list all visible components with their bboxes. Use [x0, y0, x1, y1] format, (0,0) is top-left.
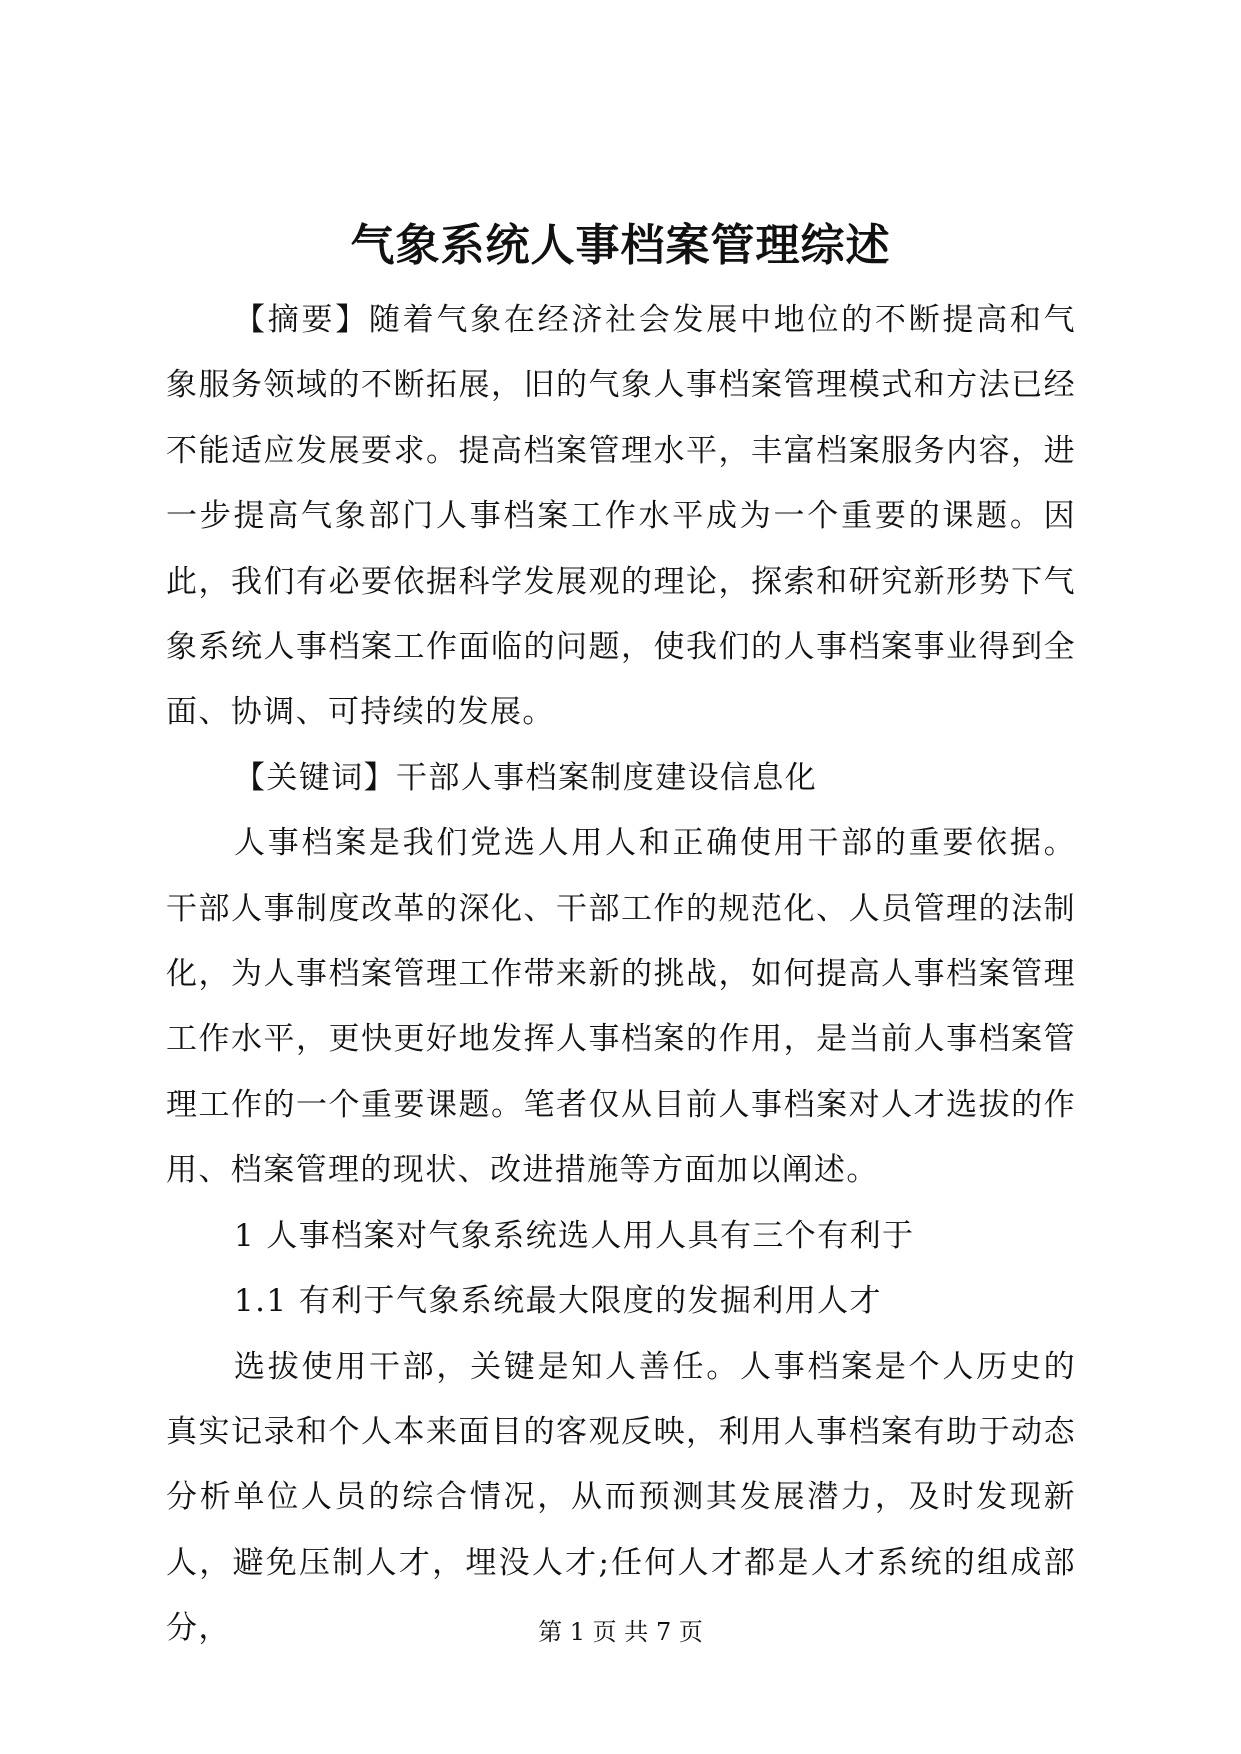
- keywords-paragraph: 【关键词】干部人事档案制度建设信息化: [234, 759, 818, 796]
- section-heading-1-1: 1.1 有利于气象系统最大限度的发掘利用人才: [234, 1283, 882, 1320]
- document-title: 气象系统人事档案管理综述: [350, 220, 891, 271]
- document-body: [166, 288, 1076, 1662]
- section-heading-1: 1 人事档案对气象系统选人用人具有三个有利于: [234, 1217, 915, 1254]
- abstract-paragraph: 【摘要】随着气象在经济社会发展中地位的不断提高和气象服务领域的不断拓展，旧的气象人事档案管理模式和方法已经不能适应发展要求。提高档案管理水平，丰富档案服务内容，进一步提高气象部门人事档案工作水平成为一个重要的课题。因此，我们有必要依据科学发展观的理论，探索和研究新形势下气象系统人事档案工作面临的问题，使我们的人事档案事业得到全面、协调、可持续的发展。: [166, 302, 1076, 731]
- intro-paragraph: 人事档案是我们党选人用人和正确使用干部的重要依据。干部人事制度改革的深化、干部工作的规范化、人员管理的法制化，为人事档案管理工作带来新的挑战，如何提高人事档案管理工作水平，更快更好地发挥人事档案的作用，是当前人事档案管理工作的一个重要课题。笔者仅从目前人事档案对人才选拔的作用、档案管理的现状、改进措施等方面加以阐述。: [166, 825, 1076, 1189]
- body-paragraph: 选拔使用干部，关键是知人善任。人事档案是个人历史的真实记录和个人本来面目的客观反映，利用人事档案有助于动态分析单位人员的综合情况，从而预测其发展潜力，及时发现新人，避免压制人才，埋没人才;任何人才都是人才系统的组成部分，: [166, 1348, 1076, 1647]
- page-footer: 第 1 页 共 7 页: [538, 1618, 703, 1646]
